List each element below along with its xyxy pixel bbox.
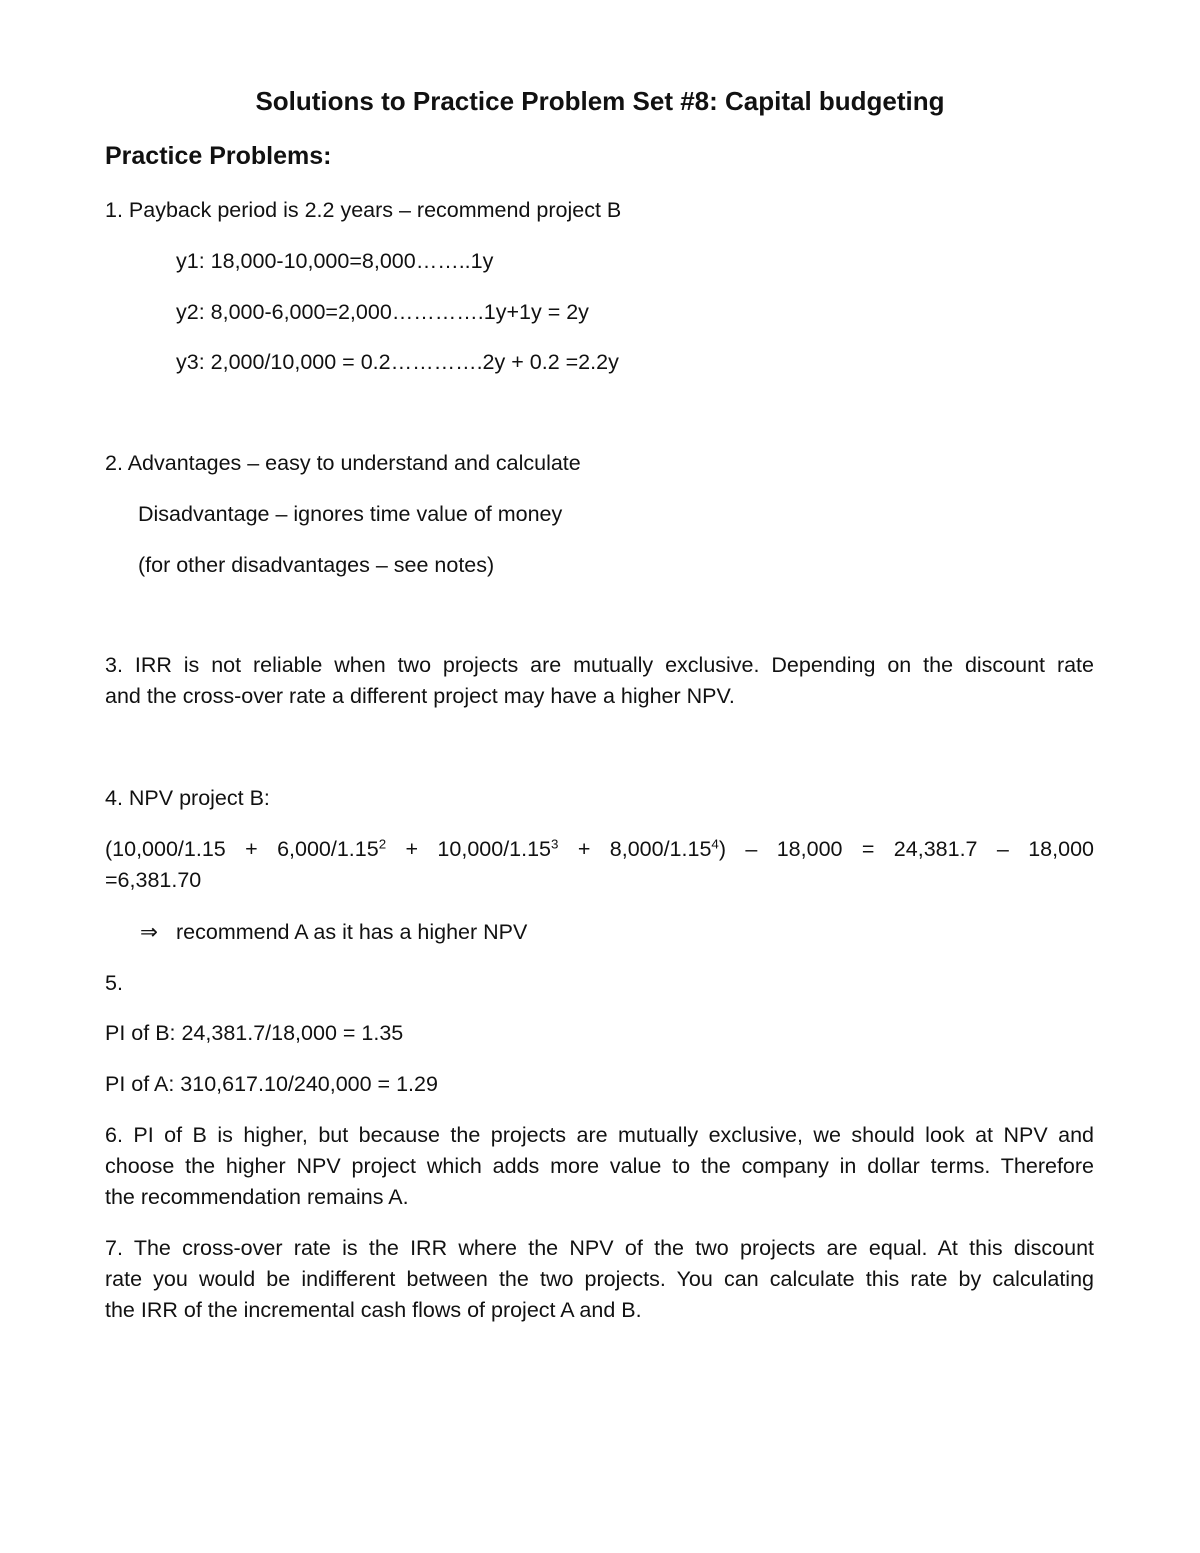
problem-2-note: (for other disadvantages – see notes) [138,553,495,577]
problem-1-year-1: y1: 18,000-10,000=8,000……..1y [176,249,494,273]
formula-part-4: ) – 18,000 = 24,381.7 – 18,000 [718,837,1094,861]
problem-7-line-1: 7. The cross-over rate is the IRR where the NPV of the two projects are equal. At this discount [105,1236,1094,1260]
problem-3-line-2: and the cross-over rate a different project may have a higher NPV. [105,684,735,708]
problem-4-heading: 4. NPV project B: [105,786,270,810]
problem-3-line-1: 3. IRR is not reliable when two projects are mutually exclusive. Depending on the discount rate [105,653,1094,677]
problem-6-line-3: the recommendation remains A. [105,1185,409,1209]
problem-1-text: 1. Payback period is 2.2 years – recommend project B [105,198,622,222]
problem-5-heading: 5. [105,971,123,995]
problem-4-npv-formula [105,836,1094,861]
formula-exponent-4: 4 [711,836,719,852]
problem-4-npv-result: =6,381.70 [105,868,202,892]
formula-part-3: + 8,000/1.15 [558,837,712,861]
formula-exponent-2: 2 [378,836,387,852]
problem-4-recommendation [140,922,527,944]
formula-part-1: (10,000/1.15 + 6,000/1.15 [105,837,379,861]
problem-5-pi-b: PI of B: 24,381.7/18,000 = 1.35 [105,1021,404,1045]
implies-arrow-icon: ⇒ [140,920,159,944]
problem-1-year-3: y3: 2,000/10,000 = 0.2………….2y + 0.2 =2.2y [176,350,619,374]
problem-1-year-2: y2: 8,000-6,000=2,000………….1y+1y = 2y [176,300,589,324]
problem-2-disadvantage: Disadvantage – ignores time value of money [138,502,563,526]
document-title: Solutions to Practice Problem Set #8: Capital budgeting [255,86,945,116]
problem-6-line-2: choose the higher NPV project which adds more value to the company in dollar terms. Therefore [105,1154,1094,1178]
problem-7-line-3: the IRR of the incremental cash flows of project A and B. [105,1298,642,1322]
problem-5-pi-a: PI of A: 310,617.10/240,000 = 1.29 [105,1072,438,1096]
problem-7-line-2: rate you would be indifferent between the two projects. You can calculate this rate by calculating [105,1267,1094,1291]
problem-2-advantages: 2. Advantages – easy to understand and calculate [105,451,581,475]
recommendation-text: recommend A as it has a higher NPV [176,920,528,944]
formula-part-2: + 10,000/1.15 [386,837,552,861]
section-heading: Practice Problems: [105,142,332,170]
formula-exponent-3: 3 [551,836,559,852]
problem-6-line-1: 6. PI of B is higher, but because the projects are mutually exclusive, we should look at NPV and [105,1123,1094,1147]
